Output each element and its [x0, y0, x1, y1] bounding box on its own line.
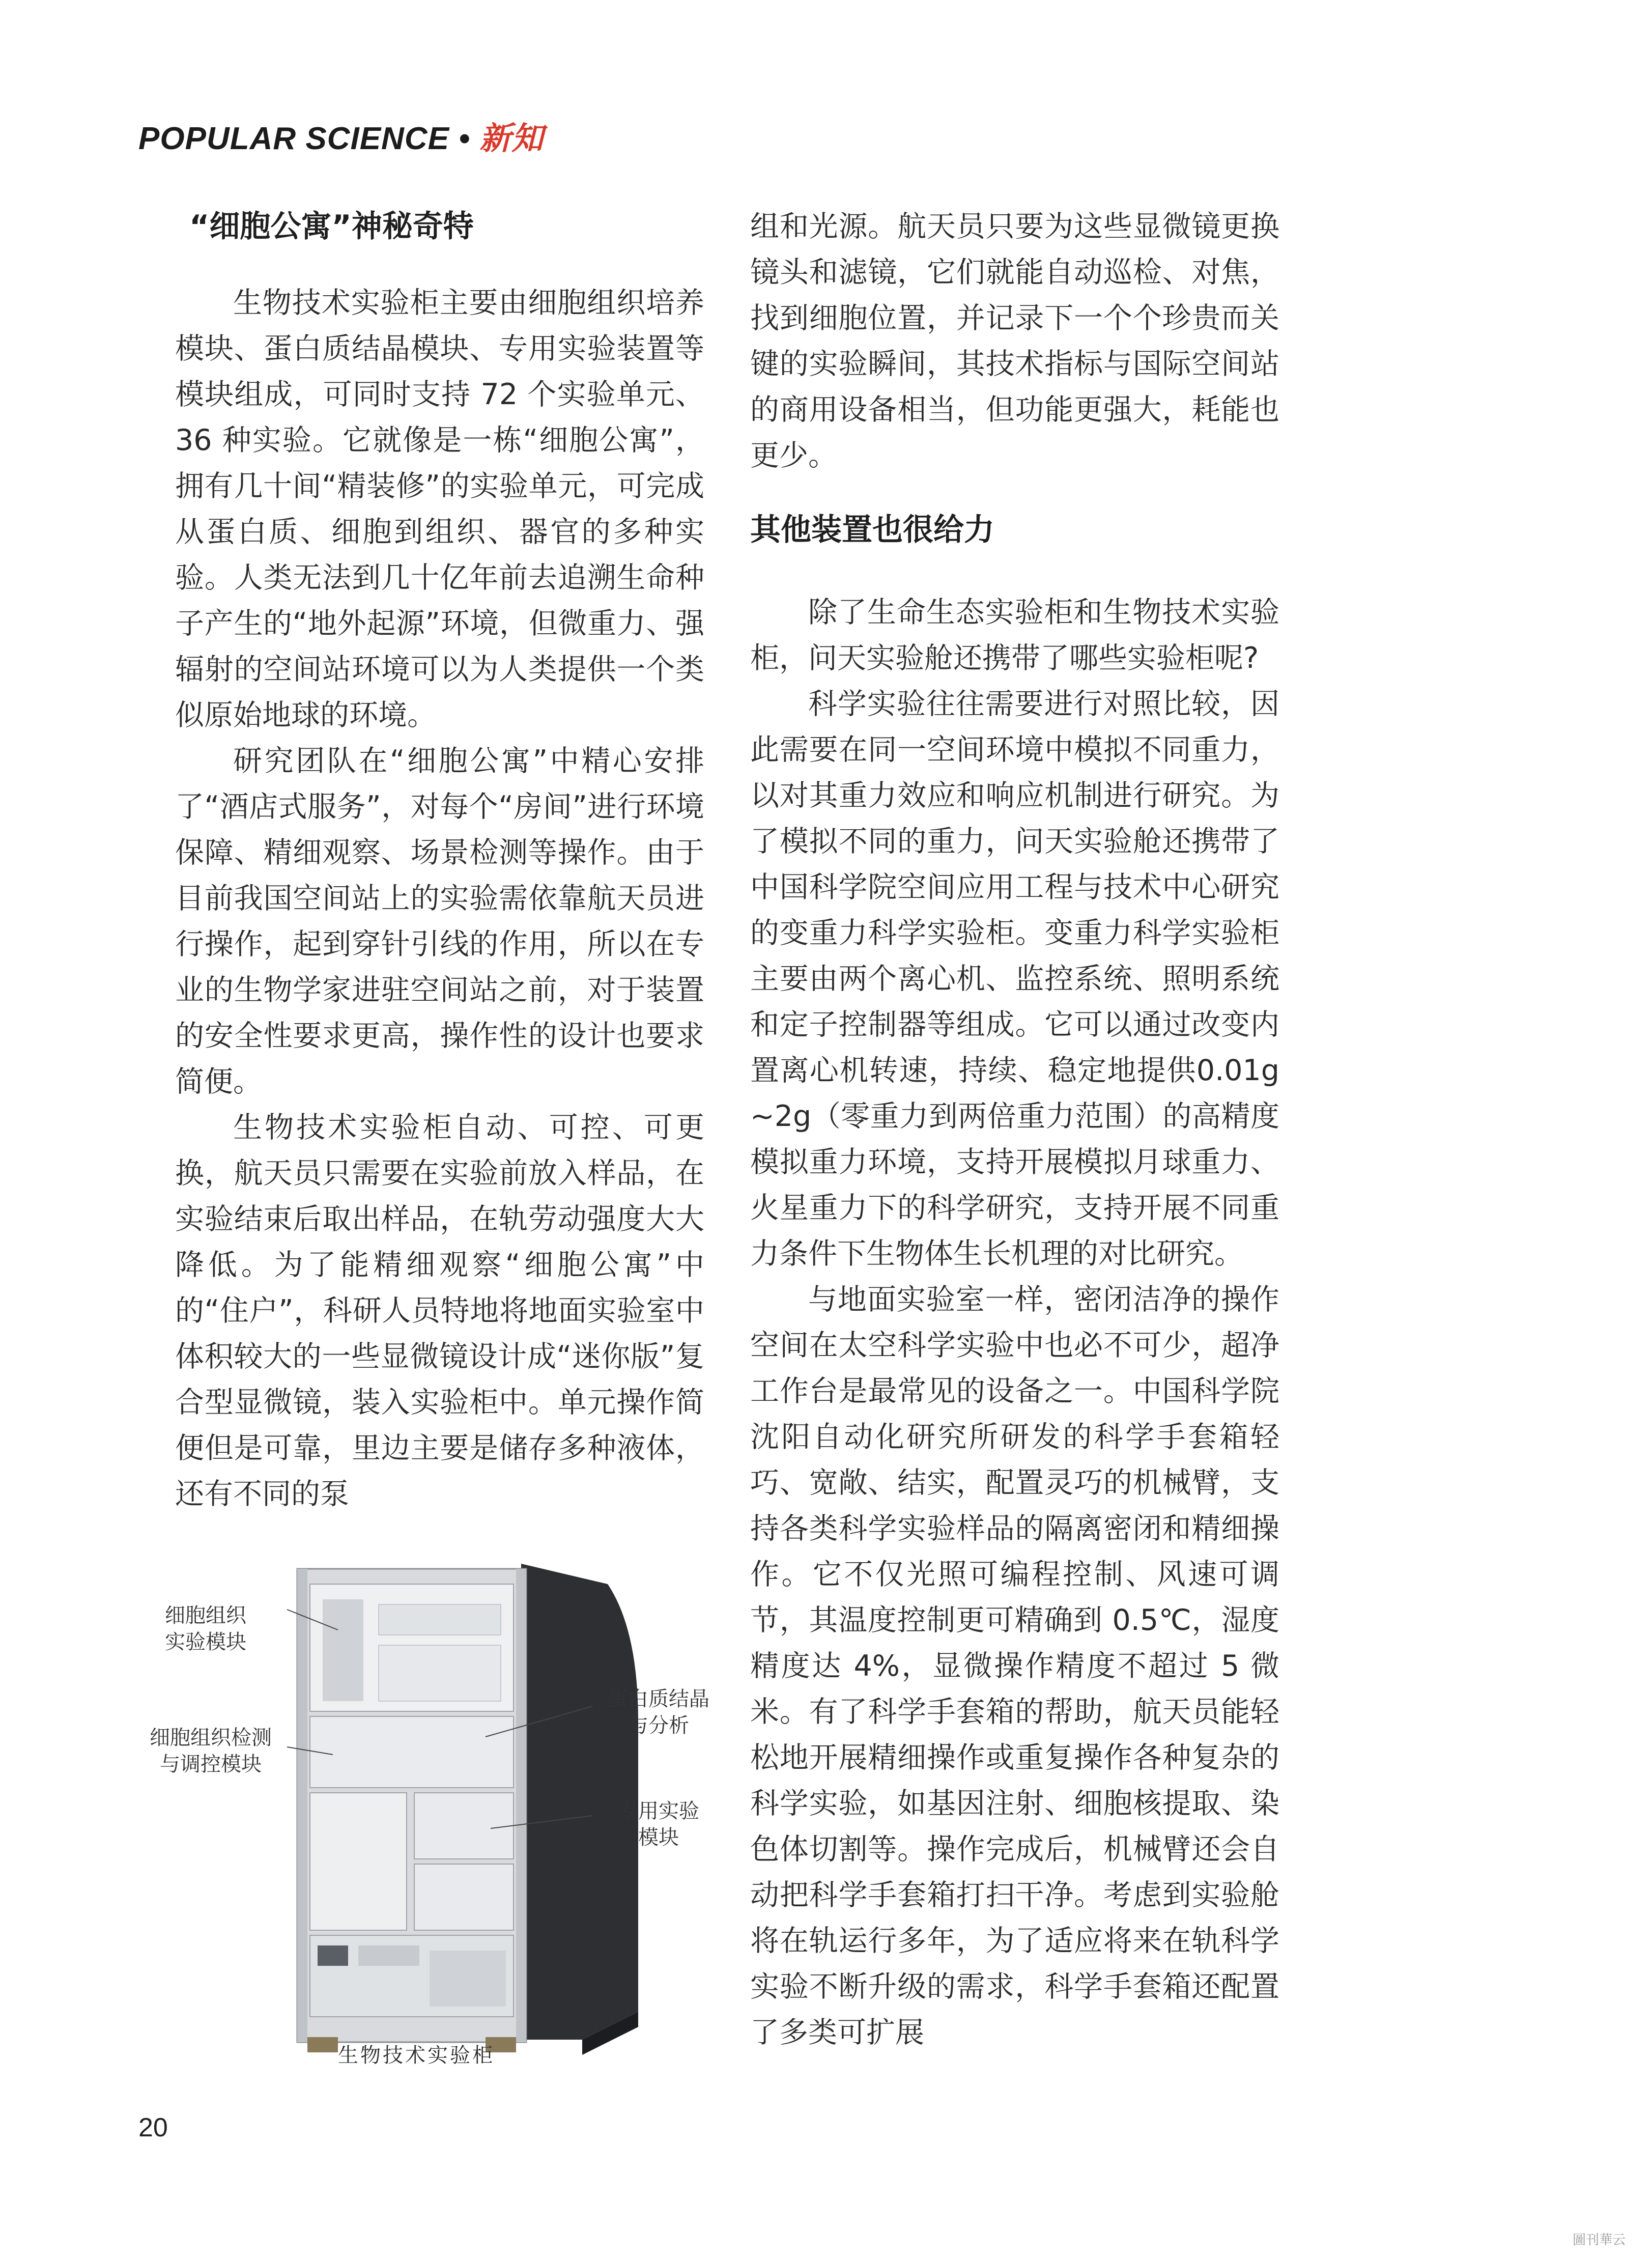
header-separator: • [449, 121, 480, 156]
section-heading-other-devices: 其他装置也很给力 [750, 512, 994, 548]
figure-caption: 生物技术实验柜 [338, 2044, 495, 2067]
page-number: 20 [138, 2113, 168, 2142]
header-section: 新知 [479, 121, 544, 156]
body-paragraph: 生物技术实验柜自动、可控、可更换，航天员只需要在实验前放入样品，在实验结束后取出样品，在轨劳动强度大大降低。为了能精细观察“细胞公寓”中的“住户”，科研人员特地将地面实验室中体积较大的一些显微镜设计成“迷你版”复合型显微镜，装入实验柜中。单元操作简便但是可靠，里边主要是储存多种液体，还有不同的泵 [175, 1111, 704, 1511]
section-heading-cell-apartment: “细胞公寓”神秘奇特 [189, 209, 474, 244]
body-paragraph: 除了生命生态实验柜和生物技术实验柜，问天实验舱还携带了哪些实验柜呢? [750, 596, 1279, 675]
header-brand: POPULAR SCIENCE [138, 121, 449, 156]
body-paragraph-continuation: 组和光源。航天员只要为这些显微镜更换镜头和滤镜，它们就能自动巡检、对焦，找到细胞位置，并记录下一个个珍贵而关键的实验瞬间，其技术指标与国际空间站的商用设备相当，但功能更强大，耗能也更少。 [750, 210, 1279, 472]
watermark: 圖刊華云 [1573, 2233, 1626, 2248]
body-paragraph: 研究团队在“细胞公寓”中精心安排了“酒店式服务”，对每个“房间”进行环境保障、精细观察、场景检测等操作。由于目前我国空间站上的实验需依靠航天员进行操作，起到穿针引线的作用，所以在专业的生物学家进驻空间站之前，对于装置的安全性要求更高，操作性的设计也要求简便。 [175, 744, 704, 1098]
left-column [175, 204, 704, 1517]
right-column [750, 204, 1279, 2055]
body-paragraph: 生物技术实验柜主要由细胞组织培养模块、蛋白质结晶模块、专用实验装置等模块组成，可同时支持 72 个实验单元、36 种实验。它就像是一栋“细胞公寓”，拥有几十间“精装修”的实验单元，可完成从蛋白质、细胞到组织、器官的多种实验。人类无法到几十亿年前去追溯生命种子产生的“地外起源”环境，但微重力、强辐射的空间站环境可以为人类提供一个类似原始地球的环境。 [175, 286, 704, 732]
biotech-cabinet-figure [134, 1554, 725, 2068]
callout-cell-detect-module: 细胞组织检测 与调控模块 [150, 1726, 272, 1776]
body-paragraph: 科学实验往往需要进行对照比较，因此需要在同一空间环境中模拟不同重力，以对其重力效应和响应机制进行研究。为了模拟不同的重力，问天实验舱还携带了中国科学院空间应用工程与技术中心研究的变重力科学实验柜。变重力科学实验柜主要由两个离心机、监控系统、照明系统和定子控制器等组成。它可以通过改变内置离心机转速，持续、稳定地提供0.01g~2g（零重力到两倍重力范围）的高精度模拟重力环境，支持开展模拟月球重力、火星重力下的科学研究，支持开展不同重力条件下生物体生长机理的对比研究。 [750, 687, 1279, 1271]
callout-cell-culture-module: 细胞组织 实验模块 [165, 1604, 246, 1654]
callout-protein-crystal-module: 蛋白质结晶 与分析 [608, 1687, 709, 1737]
magazine-header [138, 113, 544, 169]
callout-special-experiment-module: 专用实验 模块 [618, 1799, 699, 1849]
body-paragraph: 与地面实验室一样，密闭洁净的操作空间在太空科学实验中也必不可少，超净工作台是最常见的设备之一。中国科学院沈阳自动化研究所研发的科学手套箱轻巧、宽敞、结实，配置灵巧的机械臂，支持各类科学实验样品的隔离密闭和精细操作。它不仅光照可编程控制、风速可调节，其温度控制更可精确到 0.5℃，湿度精度达 4%，显微操作精度不超过 5 微米。有了科学手套箱的帮助，航天员能轻松地开展精细操作或重复操作各种复杂的科学实验，如基因注射、细胞核提取、染色体切割等。操作完成后，机械臂还会自动把科学手套箱打扫干净。考虑到实验舱将在轨运行多年，为了适应将来在轨科学实验不断升级的需求，科学手套箱还配置了多类可扩展 [750, 1283, 1279, 2049]
